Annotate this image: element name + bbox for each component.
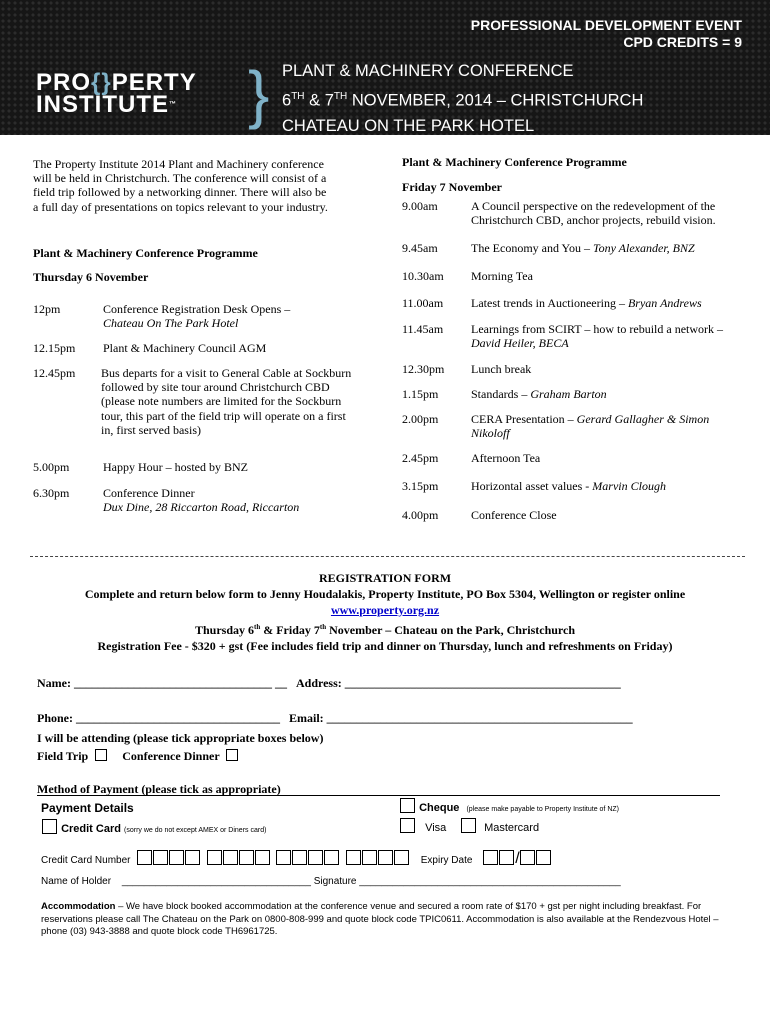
item-text: Plant & Machinery Council AGM (103, 341, 267, 355)
property-institute-logo: PRO{}PERTY INSTITUTE™ (36, 69, 197, 118)
item-time: 12.30pm (402, 362, 445, 376)
method-of-payment-label: Method of Payment (please tick as appropriate) (37, 782, 281, 796)
conference-heading (282, 59, 643, 139)
email-label: Email: (289, 711, 324, 725)
item-time: 9.45am (402, 241, 438, 255)
item-time: 12.45pm (33, 366, 76, 380)
item-time: 3.15pm (402, 479, 439, 493)
conference-dinner-checkbox[interactable] (226, 749, 238, 761)
cheque-note: (please make payable to Property Institute of NZ) (466, 806, 619, 813)
logo-brace-close: } (101, 69, 112, 96)
list-item (402, 412, 747, 440)
list-item (402, 387, 747, 401)
list-item (402, 362, 747, 376)
item-time: 5.00pm (33, 460, 70, 474)
logo-text-a: PRO (36, 69, 92, 96)
credit-card-number-field[interactable] (137, 855, 412, 866)
item-speaker: David Heiler, BECA (471, 336, 569, 351)
credit-card-option (42, 819, 266, 835)
item-text: Horizontal asset values - (471, 479, 593, 493)
list-item (33, 486, 363, 514)
conference-dates: 6TH & 7TH NOVEMBER, 2014 – CHRISTCHURCH (282, 91, 644, 110)
credit-card-number-label: Credit Card Number (41, 855, 131, 866)
list-item (402, 479, 747, 493)
item-text: Morning Tea (471, 269, 533, 283)
item-text: A Council perspective on the redevelopment of the Christchurch CBD, anchor projects, rebuild vision. (471, 199, 716, 228)
item-time: 11.45am (402, 322, 444, 336)
item-location: Chateau On The Park Hotel (103, 316, 239, 331)
form-title: REGISTRATION FORM (318, 571, 452, 585)
item-location: Dux Dine, 28 Riccarton Road, Riccarton (103, 500, 300, 515)
name-field[interactable]: _________________________________ __ (73, 676, 287, 690)
conference-venue: CHATEAU ON THE PARK HOTEL (282, 116, 535, 135)
event-type: PROFESSIONAL DEVELOPMENT EVENT (470, 17, 742, 33)
item-time: 6.30pm (33, 486, 70, 500)
item-text: Conference Close (471, 508, 557, 522)
item-text: Conference Dinner (103, 486, 195, 500)
mastercard-checkbox[interactable] (461, 818, 476, 833)
credit-card-note: (sorry we do not except AMEX or Diners card) (124, 827, 267, 834)
item-time: 10.30am (402, 269, 444, 283)
name-of-holder-label: Name of Holder (41, 876, 112, 887)
list-item (33, 460, 353, 474)
phone-field[interactable]: __________________________________ (76, 711, 280, 725)
conference-dinner-label: Conference Dinner (122, 749, 220, 763)
credit-card-number-row (41, 850, 552, 868)
item-time: 4.00pm (402, 508, 439, 522)
thursday-day-heading: Thursday 6 November (33, 270, 149, 284)
item-time: 1.15pm (402, 387, 439, 401)
cheque-option (400, 798, 619, 814)
list-item (402, 451, 747, 465)
list-item (402, 296, 747, 310)
visa-checkbox[interactable] (400, 818, 415, 833)
address-field[interactable]: ______________________________________________ (344, 676, 621, 690)
cut-line-divider (30, 556, 745, 557)
item-time: 9.00am (402, 199, 438, 213)
name-of-holder-field[interactable]: __________________________________ (121, 876, 311, 887)
item-text: Latest trends in Auctioneering – (471, 296, 628, 310)
thursday-programme-heading: Plant & Machinery Conference Programme (33, 246, 258, 260)
accommodation-text: – We have block booked accommodation at the conference venue and secured a room rate of $170 + gst per night including breakfast. For reservations please call The Chateau on the Park on 0800-808-999 and quote block code TPIC0611. Accommodation is also available at the Rendezvous Hotel – phone (03) 943-3888 and quote block code TH6961725. (41, 901, 719, 937)
item-time: 2.45pm (402, 451, 439, 465)
name-row (37, 676, 621, 690)
item-speaker: Bryan Andrews (627, 296, 702, 310)
logo-text-institute: INSTITUTE (36, 91, 169, 118)
attending-label: I will be attending (please tick appropriate boxes below) (37, 731, 324, 745)
item-text: The Economy and You – (471, 241, 593, 255)
list-item (33, 341, 353, 355)
item-text: Learnings from SCIRT – how to rebuild a network – (471, 322, 724, 336)
item-time: 12pm (33, 302, 61, 316)
name-label: Name: (37, 676, 71, 690)
visa-label: Visa (425, 822, 447, 834)
item-text: CERA Presentation – (471, 412, 577, 426)
list-item (33, 366, 363, 437)
header-banner (0, 0, 770, 135)
holder-row (41, 876, 621, 887)
email-field[interactable]: ___________________________________________________ (326, 711, 633, 725)
logo-brace-open: { (91, 69, 102, 96)
logo-text-b: PERTY (111, 69, 197, 96)
registration-fee: Registration Fee - $320 + gst (Fee includes field trip and dinner on Thursday, lunch and refreshments on Friday) (97, 639, 673, 653)
payment-divider (37, 795, 720, 796)
attending-options (37, 749, 238, 763)
field-trip-checkbox[interactable] (95, 749, 107, 761)
accommodation-label: Accommodation (41, 901, 116, 912)
payment-details-label: Payment Details (41, 801, 134, 815)
item-time: 2.00pm (402, 412, 439, 426)
cpd-credits: CPD CREDITS = 9 (623, 34, 742, 50)
signature-field[interactable]: _______________________________________________ (359, 876, 621, 887)
list-item (402, 241, 747, 255)
friday-programme-heading: Plant & Machinery Conference Programme (402, 155, 627, 169)
expiry-date-label: Expiry Date (420, 855, 473, 866)
brace-divider-icon: } (248, 58, 270, 130)
mastercard-label: Mastercard (484, 822, 540, 834)
item-speaker: Graham Barton (530, 387, 607, 401)
item-text: Bus departs for a visit to General Cable at Sockburn followed by site tour around Christchurch CBD (please note numbers are limited for the Sockburn tour, this part of the field trip will operate on a first in, first served basis) (101, 366, 352, 437)
item-speaker: Tony Alexander, BNZ (593, 241, 695, 255)
event-label (471, 17, 742, 51)
form-dates: Thursday 6th & Friday 7th November – Chateau on the Park, Christchurch (194, 623, 576, 637)
list-item (402, 508, 747, 522)
cheque-label: Cheque (419, 802, 460, 814)
expiry-date-field[interactable]: / (483, 855, 551, 866)
item-speaker: Gerard Gallagher & Simon Nikoloff (471, 412, 710, 441)
field-trip-label: Field Trip (37, 749, 89, 763)
item-time: 12.15pm (33, 341, 76, 355)
item-time: 11.00am (402, 296, 444, 310)
friday-day-heading: Friday 7 November (402, 180, 502, 194)
cheque-checkbox[interactable] (400, 798, 415, 813)
item-text: Lunch break (471, 362, 532, 376)
signature-label: Signature (313, 876, 357, 887)
visa-option (400, 818, 446, 834)
intro-paragraph: The Property Institute 2014 Plant and Machinery conference will be held in Christchurch. The conference will consist of a field trip followed by a networking dinner. There will also be a full day of presentations on topics relevant to your industry. (33, 157, 328, 214)
phone-label: Phone: (37, 711, 73, 725)
list-item (402, 269, 747, 283)
list-item (33, 302, 353, 330)
conference-title: PLANT & MACHINERY CONFERENCE (282, 62, 574, 80)
mastercard-option (461, 818, 539, 834)
phone-row (37, 711, 633, 725)
credit-card-checkbox[interactable] (42, 819, 57, 834)
item-text: Conference Registration Desk Opens – (103, 302, 291, 316)
item-text: Happy Hour – hosted by BNZ (103, 460, 248, 474)
item-text: Standards – (471, 387, 531, 401)
item-speaker: Marvin Clough (592, 479, 666, 493)
address-label: Address: (295, 676, 342, 690)
accommodation-note (41, 901, 721, 939)
list-item (402, 322, 747, 350)
credit-card-label: Credit Card (61, 823, 121, 835)
item-text: Afternoon Tea (471, 451, 541, 465)
register-online-link[interactable]: www.property.org.nz (330, 603, 440, 617)
list-item (402, 199, 747, 227)
form-instruction: Complete and return below form to Jenny Houdalakis, Property Institute, PO Box 5304, Wellington or register online (84, 587, 686, 601)
